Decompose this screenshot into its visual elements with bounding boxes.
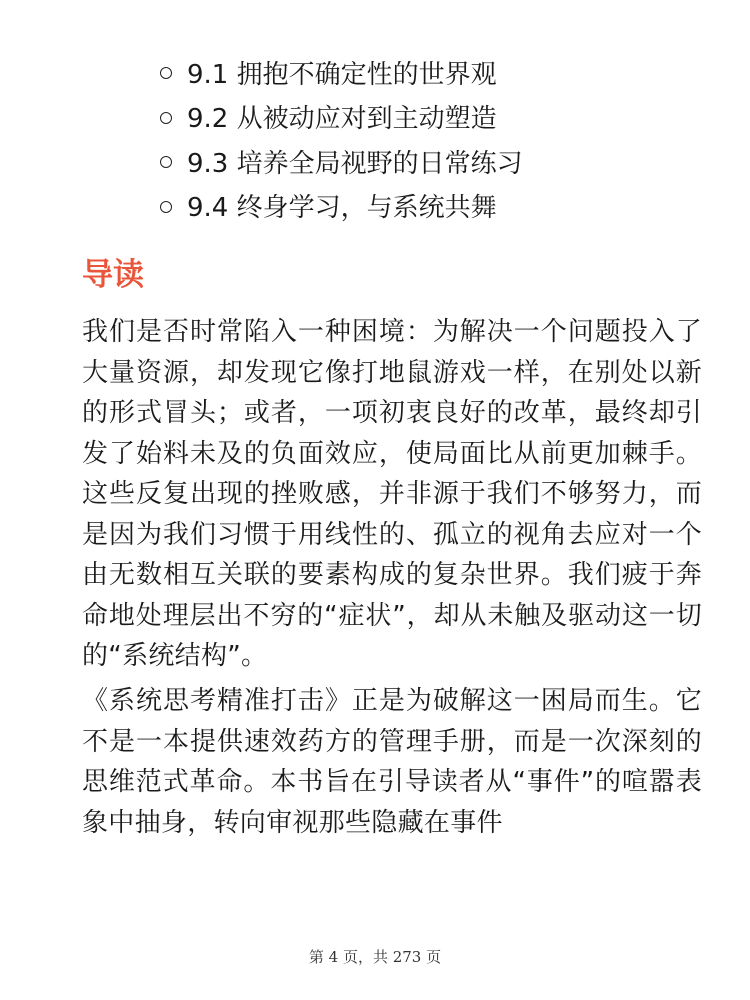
toc-item-label: 9.1 拥抱不确定性的世界观 — [187, 59, 497, 90]
toc-item-label: 9.3 培养全局视野的日常练习 — [187, 148, 523, 179]
toc-item-label: 9.4 终身学习，与系统共舞 — [187, 193, 497, 224]
toc-item[interactable] — [160, 139, 523, 184]
body-paragraph: 我们是否时常陷入一种困境：为解决一个问题投入了大量资源，却发现它像打地鼠游戏一样，在别处以新的形式冒头；或者，一项初衷良好的改革，最终却引发了始料未及的负面效应，使局面比从前更加棘手。这些反复出现的挫败感，并非源于我们不够努力，而是因为我们习惯于用线性的、孤立的视角去应对一个由无数相互关联的要素构成的复杂世界。我们疲于奔命地处理层出不穷的“症状”，却从未触及驱动这一切的“系统结构”。 — [82, 317, 702, 671]
circle-bullet-icon — [160, 67, 172, 79]
section-heading: 导读 — [82, 257, 144, 293]
circle-bullet-icon — [160, 156, 172, 168]
toc-item[interactable] — [160, 50, 523, 95]
table-of-contents — [160, 50, 523, 228]
body-paragraph: 《系统思考精准打击》正是为破解这一困局而生。它不是一本提供速效药方的管理手册，而是一次深刻的思维范式革命。本书旨在引导读者从“事件”的喧嚣表象中抽身，转向审视那些隐藏在事件 — [82, 686, 702, 838]
toc-item[interactable] — [160, 184, 523, 229]
circle-bullet-icon — [160, 201, 172, 213]
toc-item[interactable] — [160, 95, 523, 140]
page-number-footer: 第 4 页，共 273 页 — [308, 948, 442, 966]
toc-item-label: 9.2 从被动应对到主动塑造 — [187, 104, 497, 135]
circle-bullet-icon — [160, 112, 172, 124]
